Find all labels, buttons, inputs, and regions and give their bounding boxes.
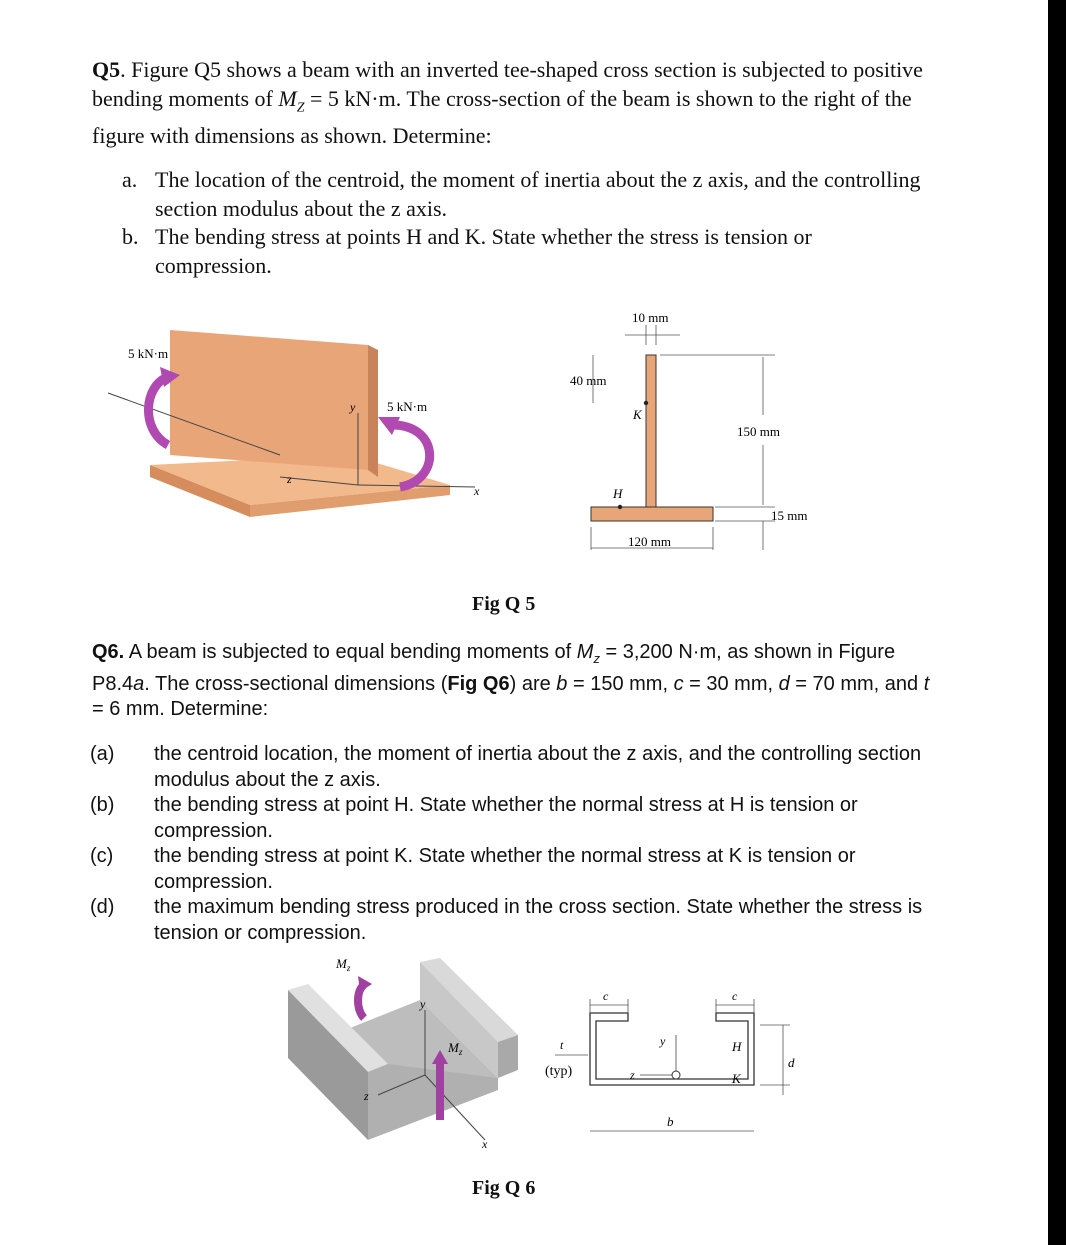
q6-var-t: t [923,672,930,695]
q5-moment-right-label: 5 kN·m [387,399,428,414]
q5-moment-left-label: 5 kN·m [128,346,169,361]
q6-cross-section [540,985,820,1135]
q6-moment-label-top: $M_z$ [336,956,351,973]
q6-point-k-label: K [732,1071,741,1086]
q6-moment-arrowhead-top [358,976,372,992]
q5-task-a [122,166,922,223]
q6-text-2: = 3,200 N·m, as shown in Figure P8.4 [92,641,896,695]
q6-task-d-text: the maximum bending stress produced in the cross section. State whether the stress is tension or compression. [154,896,923,944]
q6-task-b-label: (b) [90,794,115,816]
q5-question [92,56,932,151]
q5-section-flange [591,507,713,521]
q6-task-d [90,895,930,946]
q6-text-5: = 150 mm, [567,672,674,695]
q6-figure-caption: Fig Q 6 [472,1177,536,1199]
q5-dim-width-label: 120 mm [628,534,671,549]
q5-point-k [644,401,648,405]
q6-task-list [90,742,930,946]
q6-back-wall-edge [498,1035,518,1078]
q5-task-list [122,166,922,280]
q5-intro: . Figure Q5 shows a beam with an inverted tee-shaped cross section is subjected to positive bending moments of [92,57,923,111]
q5-moment-symbol: M [278,85,297,111]
q6-axis-x-label: x [482,1137,488,1151]
q5-beam-figure [100,305,500,535]
q6-axis-y-label: y [420,997,426,1011]
q6-section-centroid [672,1071,680,1079]
q5-axis-y-label: y [350,400,356,414]
q5-task-b-text: The bending stress at points H and K. State whether the stress is tension or compression. [155,224,812,278]
q6-dim-c-left-label: c [603,989,609,1003]
q6-task-c-text: the bending stress at point K. State whether the normal stress at K is tension or compression. [154,845,856,893]
q6-number: Q6. [92,641,125,663]
q6-section-axis-z-label: z [630,1068,635,1082]
q6-var-d: d [778,672,790,695]
q5-moment-subscript: Z [296,99,305,115]
q5-point-h-label: H [613,486,623,501]
q6-dim-d-label: d [788,1055,795,1070]
q5-axis-x-label: x [474,484,480,498]
q5-web-face [170,330,368,470]
q5-cross-section [565,305,825,555]
q5-point-k-label: K [633,407,642,422]
q5-point-h [618,505,622,509]
q6-fig-ref: Fig Q6 [447,672,510,695]
q6-axis-z-label: z [364,1089,369,1103]
q5-section-web [646,355,656,507]
q6-text-4: ) are [509,672,557,695]
q6-dim-typ-label: (typ) [545,1064,573,1079]
q6-channel-figure [280,950,540,1160]
q5-dim-flange-label: 15 mm [771,508,808,523]
q6-task-c-label: (c) [90,845,114,867]
q6-task-a-text: the centroid location, the moment of inertia about the z axis, and the controlling section modulus about the z axis. [154,743,922,791]
q6-dim-t-label: t [560,1038,564,1052]
q5-web-edge [368,345,378,477]
q6-task-b-text: the bending stress at point H. State whether the normal stress at H is tension or compression. [154,794,858,842]
q6-text-7: = 70 mm, and [789,672,924,695]
q6-var-c: c [673,672,684,695]
q6-section-axis-y-label: y [660,1034,666,1048]
q5-dim-height-label: 150 mm [737,424,780,439]
q6-task-a-label: (a) [90,743,115,765]
q6-text-8: = 6 mm. Determine: [92,698,269,720]
q6-moment-subscript: z [593,651,600,666]
q6-question [92,640,942,723]
q5-number: Q5 [92,57,121,82]
q5-task-b-label: b. [122,224,139,249]
q6-moment-label-mid: $M_z$ [448,1040,463,1057]
q6-text-6: = 30 mm, [683,672,779,695]
page-edge-bar [1048,0,1066,1245]
q5-dim-offset-label: 40 mm [570,373,607,388]
q6-task-a [90,742,930,793]
q6-task-b [90,793,930,844]
q5-task-a-label: a. [122,167,138,192]
q5-task-a-text: The location of the centroid, the moment of inertia about the z axis, and the controlling section modulus about the z axis. [155,167,921,221]
q5-figure-caption: Fig Q 5 [472,593,536,615]
q6-dim-b-label: b [667,1114,674,1129]
q6-point-h-label: H [732,1039,742,1054]
q6-text-1: A beam is subjected to equal bending moments of [124,641,577,663]
q5-dim-top-label: 10 mm [632,310,669,325]
q6-task-c [90,844,930,895]
q6-var-b: b [556,672,568,695]
q6-moment-symbol: M [576,641,594,663]
q6-task-d-label: (d) [90,896,115,918]
q6-fig-suffix: a [133,672,145,695]
q6-text-3: . The cross-sectional dimensions ( [144,672,448,695]
q5-moment-value: = 5 kN·m. The cross-section of the beam is shown to the right of the figure with dimensions as shown. Determine: [92,85,912,149]
q6-dim-c-right-label: c [732,989,738,1003]
q5-task-b [122,223,922,280]
q5-axis-z-label: z [287,472,292,486]
